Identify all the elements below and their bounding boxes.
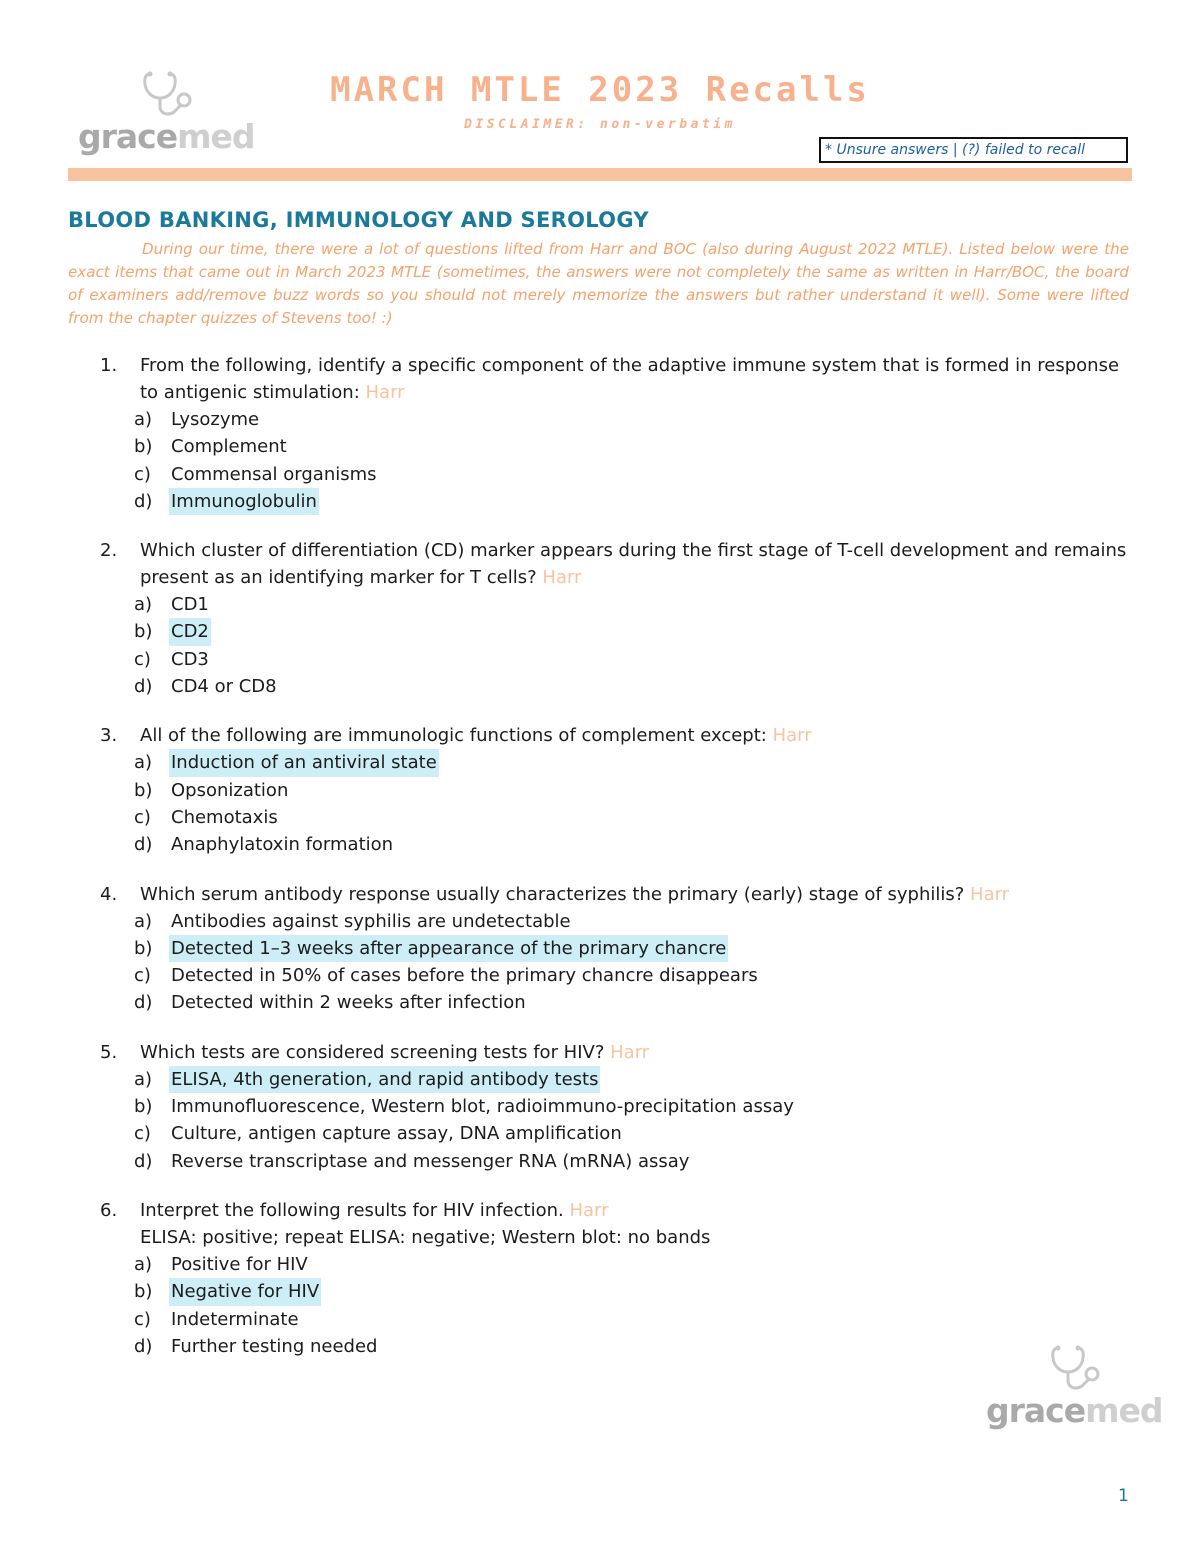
- option-b: b) Immunofluorescence, Western blot, radioimmuno-precipitation assay: [100, 1093, 1130, 1120]
- option-c: c) Culture, antigen capture assay, DNA amplification: [100, 1120, 1130, 1147]
- option-a: a) Positive for HIV: [100, 1251, 1130, 1278]
- option-a: a) CD1: [100, 591, 1130, 618]
- option-b: b) CD2: [100, 618, 1130, 645]
- question-text: Which serum antibody response usually characterizes the primary (early) stage of syphilis?: [140, 883, 965, 905]
- logo-wordmark: gracemed: [78, 117, 255, 156]
- stethoscope-icon: [1044, 1340, 1104, 1398]
- source-tag: Harr: [970, 883, 1010, 905]
- option-c: c) Detected in 50% of cases before the primary chancre disappears: [100, 962, 1130, 989]
- option-text: CD1: [171, 594, 209, 616]
- source-tag: Harr: [542, 567, 582, 589]
- option-c: c) Indeterminate: [100, 1306, 1130, 1333]
- option-text: Immunofluorescence, Western blot, radioimmuno-precipitation assay: [171, 1096, 794, 1118]
- source-tag: Harr: [772, 725, 812, 747]
- question-5: [100, 1039, 1130, 1175]
- question-1: [100, 352, 1130, 515]
- answer-highlight: Detected 1–3 weeks after appearance of the primary chancre: [169, 935, 728, 962]
- source-tag: Harr: [569, 1199, 609, 1221]
- disclaimer: DISCLAIMER: non-verbatim: [464, 117, 736, 132]
- question-4: [100, 881, 1130, 1017]
- option-d: d) Reverse transcriptase and messenger RNA (mRNA) assay: [100, 1148, 1130, 1175]
- option-text: Chemotaxis: [171, 806, 278, 828]
- option-c: c) CD3: [100, 646, 1130, 673]
- option-text: Anaphylatoxin formation: [171, 834, 394, 856]
- page-number: 1: [1118, 1486, 1129, 1506]
- option-a: a) Antibodies against syphilis are undetectable: [100, 908, 1130, 935]
- question-text: Which cluster of differentiation (CD) marker appears during the first stage of T-cell development and remains present as an identifying marker for T cells?: [140, 540, 1127, 589]
- option-text: Opsonization: [171, 779, 289, 801]
- option-b: b) Negative for HIV: [100, 1278, 1130, 1305]
- section-intro: During our time, there were a lot of questions lifted from Harr and BOC (also during August 2022 MTLE). Listed below were the exact items that came out in March 2023 MTLE (sometimes, the answers were not completely the same as written in Harr/BOC, the board of examiners add/remove buzz words so you should not merely memorize the answers but rather understand it well). Some were lifted from the chapter quizzes of Stevens too! :): [68, 240, 1129, 327]
- gracemed-logo-footer: [986, 1340, 1163, 1430]
- option-text: Lysozyme: [171, 409, 260, 430]
- question-text: Which tests are considered screening tests for HIV?: [140, 1041, 605, 1063]
- answer-highlight: Negative for HIV: [169, 1278, 321, 1305]
- option-text: Positive for HIV: [171, 1253, 308, 1275]
- question-2: [100, 537, 1130, 700]
- answer-highlight: Immunoglobulin: [169, 488, 319, 515]
- question-text: Interpret the following results for HIV infection.: [140, 1199, 564, 1221]
- option-text: Indeterminate: [171, 1308, 299, 1330]
- answer-highlight: Induction of an antiviral state: [169, 749, 439, 776]
- option-text: Complement: [171, 436, 287, 458]
- option-b: b) Detected 1–3 weeks after appearance of the primary chancre: [100, 935, 1130, 962]
- option-b: b) Complement: [100, 433, 1130, 460]
- question-text: From the following, identify a specific component of the adaptive immune system that is formed in response to antigenic stimulation:: [140, 355, 1120, 403]
- question-number: 5.: [100, 1041, 118, 1063]
- question-6: [100, 1197, 1130, 1360]
- option-d: d) Immunoglobulin: [100, 488, 1130, 515]
- option-text: Detected within 2 weeks after infection: [171, 992, 526, 1014]
- option-b: b) Opsonization: [100, 777, 1130, 804]
- question-number: 6.: [100, 1199, 118, 1221]
- question-number: 4.: [100, 883, 118, 905]
- answer-highlight: ELISA, 4th generation, and rapid antibody tests: [169, 1066, 600, 1093]
- option-text: CD4 or CD8: [171, 676, 277, 698]
- page-title: MARCH MTLE 2023 Recalls: [330, 70, 870, 110]
- option-text: Detected in 50% of cases before the primary chancre disappears: [171, 965, 758, 987]
- question-subtext: ELISA: positive; repeat ELISA: negative; Western blot: no bands: [140, 1226, 711, 1248]
- question-list: [100, 352, 1130, 1382]
- answer-highlight: CD2: [169, 618, 211, 645]
- question-number: 1.: [100, 355, 118, 376]
- option-d: d) CD4 or CD8: [100, 673, 1130, 700]
- option-d: d) Detected within 2 weeks after infection: [100, 989, 1130, 1016]
- option-text: CD3: [171, 648, 209, 670]
- source-tag: Harr: [365, 382, 405, 403]
- option-a: a) ELISA, 4th generation, and rapid antibody tests: [100, 1066, 1130, 1093]
- option-c: c) Chemotaxis: [100, 804, 1130, 831]
- option-a: a) Lysozyme: [100, 406, 1130, 433]
- option-text: Further testing needed: [171, 1335, 378, 1357]
- question-number: 2.: [100, 540, 118, 562]
- logo-wordmark: gracemed: [986, 1391, 1163, 1430]
- question-text: All of the following are immunologic functions of complement except:: [140, 725, 767, 747]
- option-a: a) Induction of an antiviral state: [100, 749, 1130, 776]
- source-tag: Harr: [610, 1041, 650, 1063]
- header-divider: [68, 168, 1132, 181]
- option-d: d) Anaphylatoxin formation: [100, 831, 1130, 858]
- option-text: Antibodies against syphilis are undetectable: [171, 910, 571, 932]
- section-title: BLOOD BANKING, IMMUNOLOGY AND SEROLOGY: [68, 208, 649, 232]
- option-text: Commensal organisms: [171, 463, 377, 485]
- option-text: Culture, antigen capture assay, DNA amplification: [171, 1123, 622, 1145]
- option-c: c) Commensal organisms: [100, 461, 1130, 488]
- unsure-legend: * Unsure answers | (?) failed to recall: [819, 137, 1128, 163]
- question-number: 3.: [100, 725, 118, 747]
- option-text: Reverse transcriptase and messenger RNA (mRNA) assay: [171, 1150, 690, 1172]
- question-3: [100, 722, 1130, 858]
- option-d: d) Further testing needed: [100, 1333, 1130, 1360]
